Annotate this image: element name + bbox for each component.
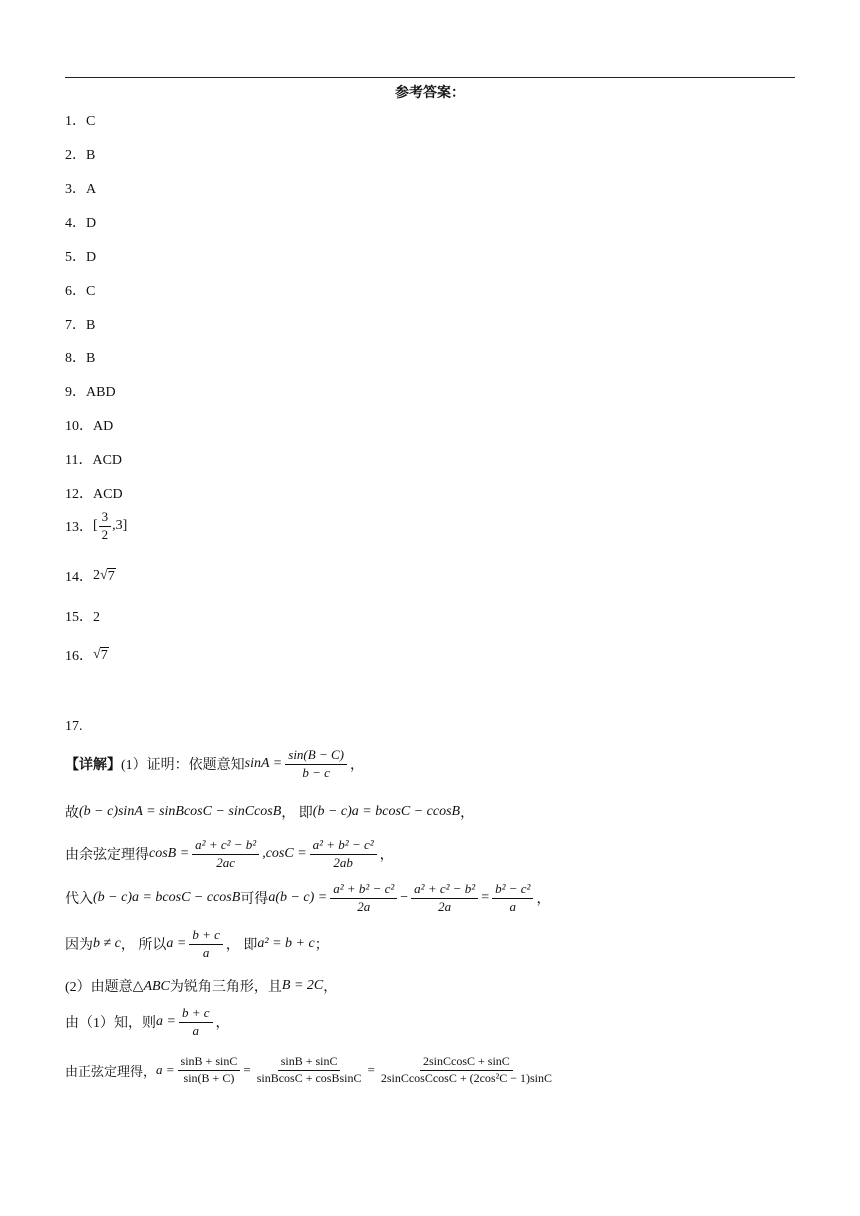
solution-line-2: 故 (b − c)sinA = sinBcosC − sinCcosB ， 即 (b − c)a = bcosC − ccosB ，	[65, 804, 475, 821]
fraction: $\frac{\sin B + \sin C}{\text{sinBcosC + cosBsinC}}$	[256, 1054, 362, 1085]
answer-5: 5．D	[65, 250, 97, 265]
fraction: $\frac{b + c}{a}$	[179, 1006, 213, 1039]
answer-9: 9．ABD	[65, 385, 116, 400]
solution-line-4: 代入 (b − c)a = bcosC − ccosB 可得 a(b − c) = $\frac{\text{a² + b² − c²}}{2a}$ − $\frac{\text{a² + c² − b²}}{2a}$ = $\frac{\text{b² − c²}}{a}$ ，	[65, 881, 551, 914]
answer-11: 11．ACD	[65, 453, 123, 468]
fraction: $\frac{\sin(B - C)}{b - c}$	[285, 748, 347, 781]
fraction: $\frac{\text{a² + b² − c²}}{2ab}$	[310, 838, 377, 871]
answer-16: 16． √ 7	[65, 647, 108, 664]
answer-8: 8．B	[65, 351, 96, 366]
solution-line-8: 由正弦定理得， a = $\frac{\sin B + \sin C}{\sin(B + C)}$ = $\frac{\sin B + \sin C}{\text{sinBcosC + cosBsinC}}$ = $\frac{\text{2sinCcosC + sinC}}{\text{2sinCcosCcosC + (2cos²C − 1)sinC}}$	[65, 1055, 558, 1086]
answer-2: 2．B	[65, 148, 96, 163]
header-rule	[65, 77, 795, 78]
fraction: $\frac{\sin B + \sin C}{\sin(B + C)}$	[178, 1055, 241, 1086]
answer-15: 15．2	[65, 610, 100, 625]
solution-line-6: (2）由题意 △ABC 为锐角三角形，且 B = 2C ，	[65, 978, 338, 995]
solution-line-7: 由（1）知，则 a = $\frac{b + c}{a}$ ，	[65, 1005, 230, 1038]
solution-line-3: 由余弦定理得 cosB = $\frac{\text{a² + c² − b²}}{2ac}$ ,cosC = $\frac{\text{a² + b² − c²}}{2ab}$ ，	[65, 837, 394, 870]
fraction: $\frac{\text{a² + b² − c²}}{2a}$	[330, 882, 397, 915]
answer-13-open: [	[93, 518, 98, 534]
question-17-label: 17.	[65, 719, 83, 734]
fraction: $\frac{b + c}{a}$	[189, 928, 223, 961]
page-title: 参考答案：	[395, 86, 465, 101]
answer-14: 14． 2 √ 7	[65, 568, 115, 585]
fraction: $\frac{\text{2sinCcosC + sinC}}{\text{2sinCcosCcosC + (2cos²C − 1)sinC}}$	[380, 1054, 552, 1085]
answer-13-rest: ,3]	[112, 518, 128, 534]
answer-10: 10．AD	[65, 419, 114, 434]
solution-line-1: 【详解】 (1）证明：依题意知 sinA = $\frac{\sin(B - C)}{b - c}$ ，	[65, 747, 364, 780]
answer-7: 7．B	[65, 318, 96, 333]
radical-icon: √	[100, 568, 108, 583]
answer-6: 6．C	[65, 284, 96, 299]
answer-13	[65, 510, 127, 543]
radical-icon: √	[93, 647, 101, 662]
fraction: $\frac{\text{a² + c² − b²}}{2a}$	[411, 882, 478, 915]
fraction: $\frac{\text{a² + c² − b²}}{2ac}$	[192, 838, 259, 871]
answer-1: 1．C	[65, 114, 96, 129]
solution-line-5: 因为 b ≠ c ， 所以 a = $\frac{b + c}{a}$ ， 即 a² = b + c ；	[65, 927, 329, 960]
fraction: $\frac{\text{b² − c²}}{a}$	[492, 882, 533, 915]
answer-13-label: 13．	[65, 520, 93, 536]
answer-4: 4．D	[65, 216, 97, 231]
answer-12: 12．ACD	[65, 487, 123, 502]
answer-13-fraction: $\frac{3}{2}$	[99, 510, 112, 543]
answer-3: 3．A	[65, 182, 97, 197]
